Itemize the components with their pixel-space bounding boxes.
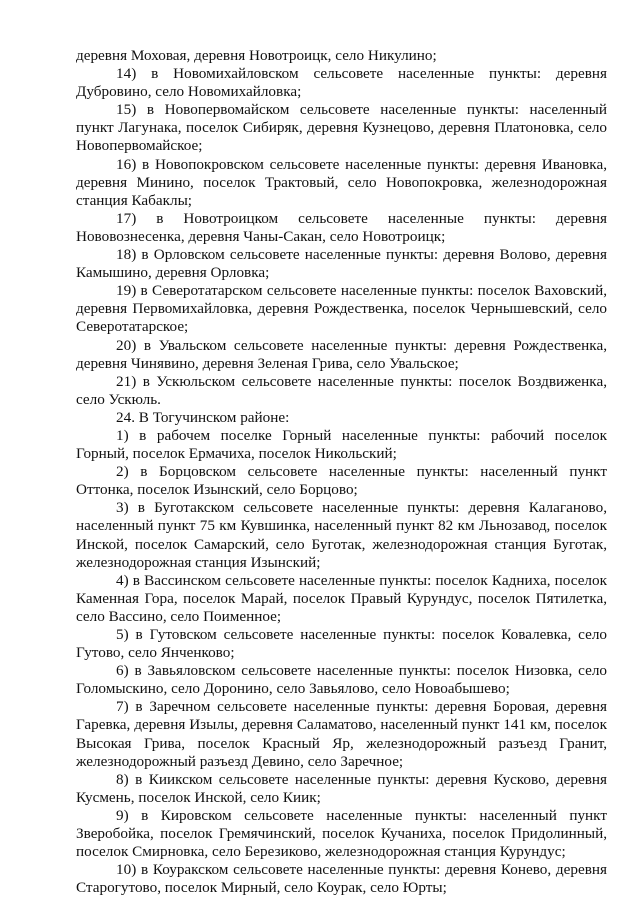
document-paragraph: 21) в Ускюльском сельсовете населенные пункты: поселок Воздвиженка, село Ускюль.	[76, 372, 607, 408]
document-paragraph: 20) в Увальском сельсовете населенные пункты: деревня Рождественка, деревня Чинявино, деревня Зеленая Грива, село Увальское;	[76, 336, 607, 372]
document-paragraph: 15) в Новопервомайском сельсовете населенные пункты: населенный пункт Лагунака, поселок Сибиряк, деревня Кузнецово, деревня Платоновка, село Новопервомайское;	[76, 101, 607, 155]
document-paragraph: 4) в Вассинском сельсовете населенные пункты: поселок Кадниха, поселок Каменная Гора, поселок Марай, поселок Правый Курундус, поселок Пятилетка, село Вассино, село Поименное;	[76, 571, 607, 625]
document-paragraph: 7) в Заречном сельсовете населенные пункты: деревня Боровая, деревня Гаревка, деревня Изылы, деревня Саламатово, населенный пункт 141 км, поселок Высокая Грива, поселок Красный Яр, железнодорожный разъезд Гранит, железнодорожный разъезд Девино, село Заречное;	[76, 698, 607, 770]
document-paragraph: деревня Моховая, деревня Новотроицк, село Никулино;	[76, 47, 437, 64]
document-body	[76, 47, 607, 897]
document-paragraph: 17) в Новотроицком сельсовете населенные пункты: деревня Нововознесенка, деревня Чаны-Сакан, село Новотроицк;	[76, 209, 607, 245]
document-paragraph: 18) в Орловском сельсовете населенные пункты: деревня Волово, деревня Камышино, деревня Орловка;	[76, 246, 607, 282]
document-paragraph: 5) в Гутовском сельсовете населенные пункты: поселок Ковалевка, село Гутово, село Янченково;	[76, 626, 607, 662]
document-paragraph: 19) в Северотатарском сельсовете населенные пункты: поселок Ваховский, деревня Первомихайловка, деревня Рождественка, поселок Чернышевский, село Северотатарское;	[76, 282, 607, 336]
document-paragraph: 1) в рабочем поселке Горный населенные пункты: рабочий поселок Горный, поселок Ермачиха, поселок Никольский;	[76, 426, 607, 463]
document-paragraph: 24. В Тогучинском районе:	[116, 408, 290, 426]
document-paragraph: 3) в Буготакском сельсовете населенные пункты: деревня Калаганово, населенный пункт 75 км Кувшинка, населенный пункт 82 км Льнозавод, поселок Инской, поселок Самарский, село Буготак, железнодорожная станция Буготак, железнодорожная станция Изынский;	[76, 499, 607, 571]
document-paragraph: 2) в Борцовском сельсовете населенные пункты: населенный пункт Оттонка, поселок Изынский, село Борцово;	[76, 463, 607, 499]
document-paragraph: 14) в Новомихайловском сельсовете населенные пункты: деревня Дубровино, село Новомихайловка;	[76, 65, 607, 101]
document-paragraph: 16) в Новопокровском сельсовете населенные пункты: деревня Ивановка, деревня Минино, поселок Трактовый, село Новопокровка, железнодорожная станция Кабаклы;	[76, 155, 607, 209]
document-paragraph: 6) в Завьяловском сельсовете населенные пункты: поселок Низовка, село Голомыскино, село Доронино, село Завьялово, село Новоабышево;	[76, 662, 607, 698]
document-paragraph: 9) в Кировском сельсовете населенные пункты: населенный пункт Зверобойка, поселок Гремячинский, поселок Кучаниха, поселок Придолинный, поселок Смирновка, село Березиково, железнодорожная станция Курундус;	[76, 806, 607, 861]
document-paragraph: 10) в Коуракском сельсовете населенные пункты: деревня Конево, деревня Старогутово, поселок Мирный, село Коурак, село Юрты;	[76, 861, 607, 897]
document-paragraph: 8) в Киикском сельсовете населенные пункты: деревня Кусково, деревня Кусмень, поселок Инской, село Киик;	[76, 770, 607, 806]
